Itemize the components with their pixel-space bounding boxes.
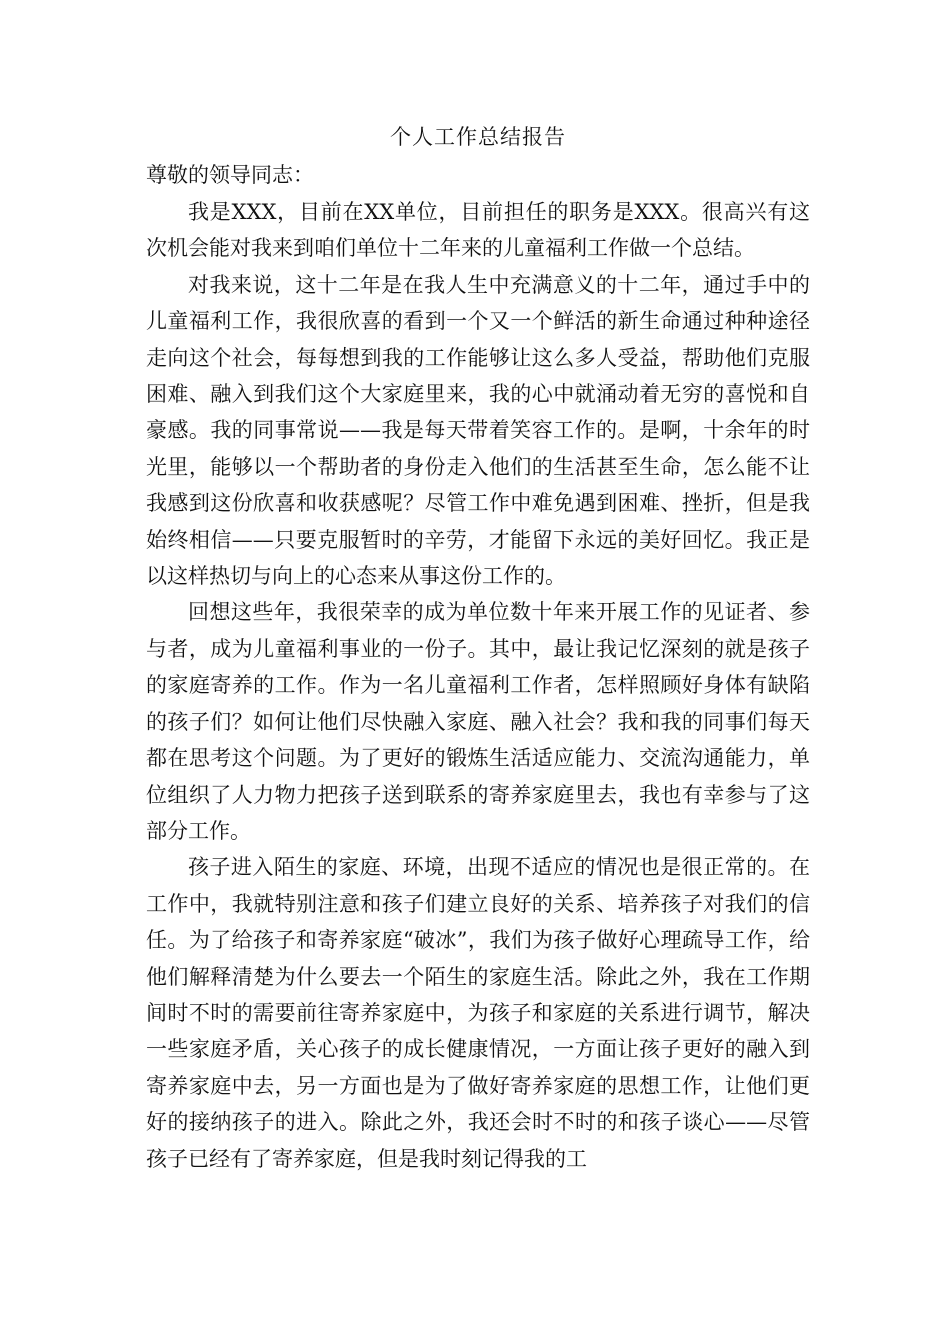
document-page [146, 118, 810, 1177]
document-title: 个人工作总结报告 [390, 125, 566, 149]
salutation: 尊敬的领导同志： [146, 163, 314, 187]
paragraph-foster-care: 回想这些年，我很荣幸的成为单位数十年来开展工作的见证者、参与者，成为儿童福利事业的一份子。其中，最让我记忆深刻的就是孩子的家庭寄养的工作。作为一名儿童福利工作者，怎样照顾好身体有缺陷的孩子们？如何让他们尽快融入家庭、融入社会？我和我的同事们每天都在思考这个问题。为了更好的锻炼生活适应能力、交流沟通能力，单位组织了人力物力把孩子送到联系的寄养家庭里去，我也有幸参与了这部分工作。 [146, 600, 810, 843]
paragraph-reflection: 对我来说，这十二年是在我人生中充满意义的十二年，通过手中的儿童福利工作，我很欣喜的看到一个又一个鲜活的新生命通过种种途径走向这个社会，每每想到我的工作能够让这么多人受益，帮助他们克服困难、融入到我们这个大家庭里来，我的心中就涌动着无穷的喜悦和自豪感。我的同事常说——我是每天带着笑容工作的。是啊，十余年的时光里，能够以一个帮助者的身份走入他们的生活甚至生命，怎么能不让我感到这份欣喜和收获感呢？尽管工作中难免遇到困难、挫折，但是我始终相信——只要克服暂时的辛劳，才能留下永远的美好回忆。我正是以这样热切与向上的心态来从事这份工作的。 [146, 272, 810, 589]
paragraph-work-details: 孩子进入陌生的家庭、环境，出现不适应的情况也是很正常的。在工作中，我就特别注意和孩子们建立良好的关系、培养孩子对我们的信任。为了给孩子和寄养家庭“破冰”，我们为孩子做好心理疏导工作，给他们解释清楚为什么要去一个陌生的家庭生活。除此之外，我在工作期间时不时的需要前往寄养家庭中，为孩子和家庭的关系进行调节，解决一些家庭矛盾，关心孩子的成长健康情况，一方面让孩子更好的融入到寄养家庭中去，另一方面也是为了做好寄养家庭的思想工作，让他们更好的接纳孩子的进入。除此之外，我还会时不时的和孩子谈心——尽管孩子已经有了寄养家庭，但是我时刻记得我的工 [146, 855, 810, 1171]
paragraph-introduction: 我是XXX，目前在XX单位，目前担任的职务是XXX。很高兴有这次机会能对我来到咱们单位十二年来的儿童福利工作做一个总结。 [146, 200, 810, 261]
